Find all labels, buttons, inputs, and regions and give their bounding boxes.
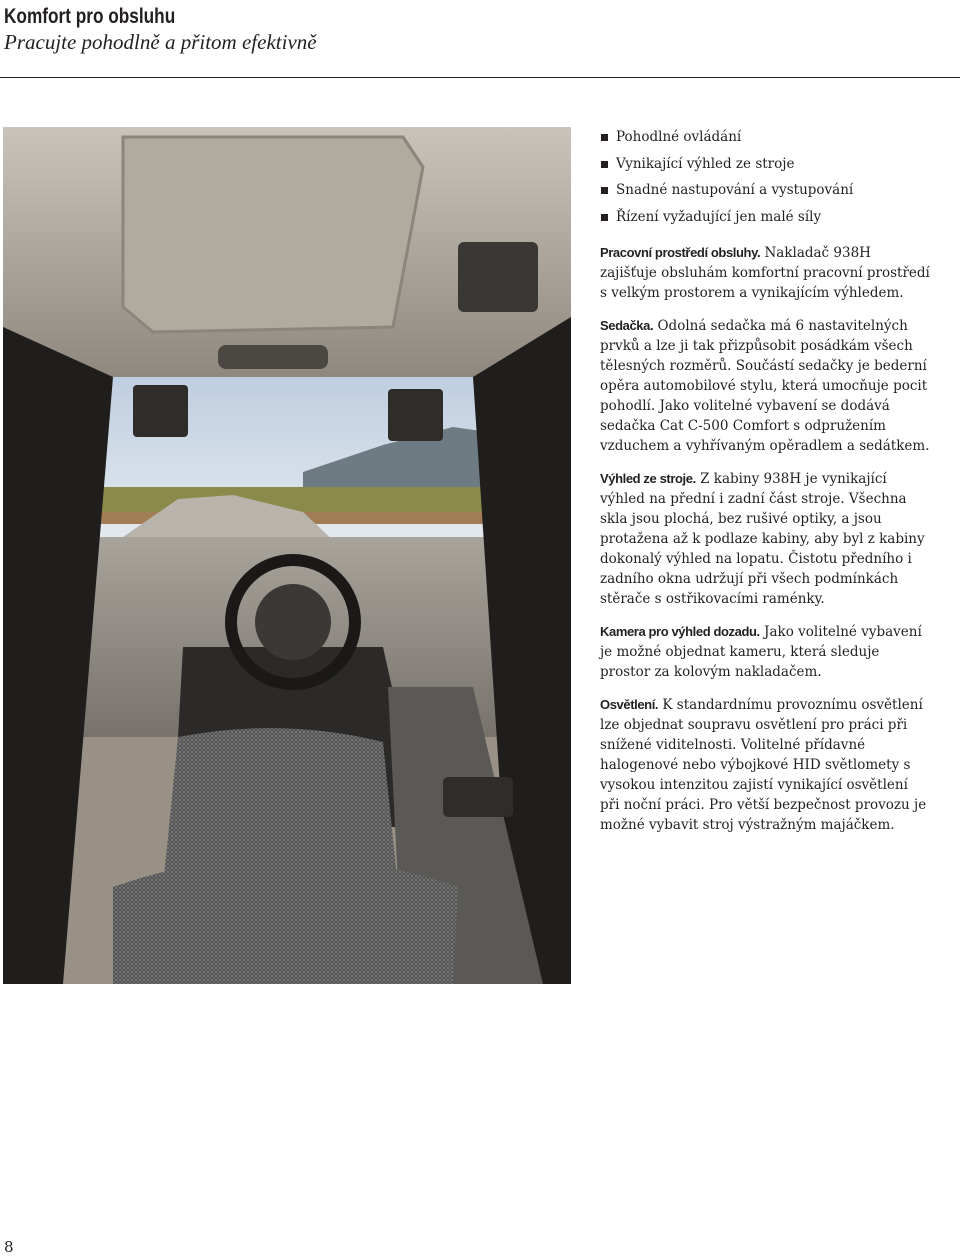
- feature-item: [600, 177, 930, 204]
- paragraph-text: Z kabiny 938H je vynikající výhled na přední i zadní část stroje. Všechna skla jsou plochá, bez rušivé optiky, a jsou protažena až k podlaze kabiny, aby byl z kabiny dokonalý výhled na lopatu. Čistotu předního i zadního okna udržují při všech podmínkách stěrače s ostřikovacími raménky.: [600, 471, 925, 608]
- paragraph-seat: [600, 316, 930, 456]
- feature-label: Vynikající výhled ze stroje: [616, 155, 795, 172]
- feature-label: Řízení vyžadující jen malé síly: [616, 208, 822, 225]
- feature-label: Pohodlné ovládání: [616, 129, 742, 145]
- page-header: [4, 4, 954, 54]
- paragraph-lighting: [600, 695, 930, 835]
- paragraph-text: K standardnímu provoznímu osvětlení lze objednat soupravu osvětlení pro práci při snížené viditelnosti. Volitelné přídavné halogenové nebo výbojkové HID světlomety s vysokou intenzitou zajistí vynikající osvětlení při noční práci. Pro větší bezpečnost provozu je možné vybavit stroj výstražným majáčkem.: [600, 697, 927, 834]
- paragraph-text: Jako volitelné vybavení je možné objednat kameru, která sleduje prostor za kolovým nakladačem.: [600, 624, 922, 681]
- paragraph-text: Odolná sedačka má 6 nastavitelných prvků a lze ji tak přizpůsobit posádkám všech tělesných rozměrů. Součástí sedačky je bederní opěra automobilové stylu, která umocňuje pocit pohodlí. Jako volitelné vybavení se dodává sedačka Cat C-500 Comfort s odpružením vzduchem a vyhřívaným opěradlem a sedátkem.: [600, 318, 930, 455]
- paragraph-lead: Výhled ze stroje.: [600, 471, 696, 487]
- paragraph-rear-camera: [600, 622, 930, 682]
- paragraph-lead: Sedačka.: [600, 318, 654, 334]
- paragraph-lead: Osvětlení.: [600, 697, 659, 713]
- square-bullet-icon: [601, 134, 608, 141]
- cab-interior-photo: [3, 127, 571, 984]
- square-bullet-icon: [601, 161, 608, 168]
- feature-item: [600, 124, 930, 151]
- paragraph-lead: Kamera pro výhled dozadu.: [600, 624, 760, 640]
- square-bullet-icon: [601, 187, 608, 194]
- feature-list: [600, 124, 930, 230]
- cab-interior-illustration: [3, 127, 571, 984]
- square-bullet-icon: [601, 214, 608, 221]
- feature-item: [600, 204, 930, 231]
- paragraph-lead: Pracovní prostředí obsluhy.: [600, 245, 761, 261]
- text-column: [600, 124, 930, 835]
- paragraph-work-environment: [600, 243, 930, 303]
- page-subtitle: Pracujte pohodlně a přitom efektivně: [4, 30, 317, 54]
- feature-item: [600, 151, 930, 178]
- header-divider: [0, 77, 960, 78]
- feature-label: Snadné nastupování a vystupování: [616, 182, 854, 199]
- page-number: 8: [4, 1238, 14, 1256]
- page-title: Komfort pro obsluhu: [4, 5, 176, 28]
- paragraph-text: Nakladač 938H zajišťuje obsluhám komfortní pracovní prostředí s velkým prostorem a vynikajícím výhledem.: [600, 245, 930, 302]
- paragraph-visibility: [600, 469, 930, 609]
